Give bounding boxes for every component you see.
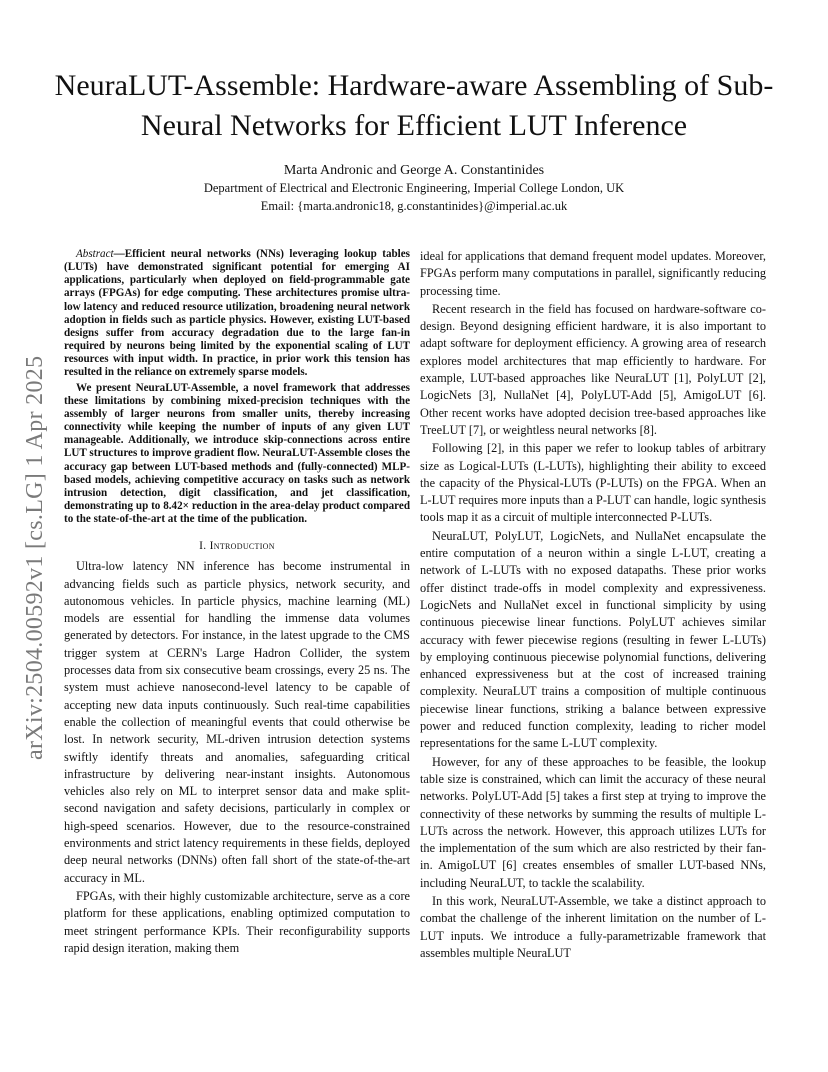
- left-column: [64, 248, 410, 958]
- section-heading-introduction: I. Introduction: [199, 540, 275, 553]
- body-paragraph-limitations: However, for any of these approaches to be feasible, the lookup table size is constrained, which can limit the accuracy of these neural networks. PolyLUT-Add [5] takes a first step at trying to improve the connectivity of these networks by summing the results of multiple L-LUTs across the network. However, this approach utilizes LUTs for the implementation of the sum which are also restricted by their fan-in. AmigoLUT [6] creates ensembles of smaller LUT-based NNs, including NeuraLUT, to tackle the scalability.: [420, 754, 766, 890]
- paper-title: NeuraLUT-Assemble: Hardware-aware Assembling of Sub-Neural Networks for Efficient LUT Inference: [54, 69, 774, 142]
- intro-paragraph-1: Ultra-low latency NN inference has become instrumental in advancing fields such as particle physics, network security, and autonomous vehicles. In particle physics, machine learning (ML) models are essential for handling the immense data volumes generated by detectors. For instance, in the latest upgrade to the CMS trigger system at CERN's Large Hadron Collider, the system processes data from six consecutive beam crossings, every 25 ns. The system must achieve nanosecond-level latency to be capable of accepting new data inputs continuously. Such real-time capabilities enable the collection of meaningful events that could otherwise be lost. In network security, ML-driven intrusion detection systems swiftly identify threats and anomalies, safeguarding critical infrastructure by delivering near-instant insights. Autonomous vehicles also rely on ML to interpret sensor data and make split-second navigation and safety decisions, particularly in complex or high-speed scenarios. However, due to the resource-constrained environments and strict latency requirements in these fields, deployed deep neural networks (DNNs) often fall short of the state-of-the-art accuracy in ML.: [64, 559, 410, 885]
- abstract-label: Abstract: [76, 248, 114, 260]
- abstract-paragraph-1: [64, 248, 410, 380]
- intro-paragraph-2: FPGAs, with their highly customizable architecture, serve as a core platform for these applications, enabling optimized computation to meet stringent performance KPIs. Their reconfigurability supports rapid design iteration, making them: [64, 888, 410, 955]
- right-column: [420, 248, 766, 963]
- abstract-paragraph-2: We present NeuraLUT-Assemble, a novel framework that addresses these limitations by combining mixed-precision techniques with the assembly of larger neurons from smaller units, thereby increasing connectivity while keeping the number of inputs of any given LUT manageable. Additionally, we introduce skip-connections across entire LUT structures to improve gradient flow. NeuraLUT-Assemble closes the accuracy gap between LUT-based methods and (fully-connected) MLP-based models, achieving competitive accuracy on tasks such as network intrusion detection, digit classification, and jet classification, demonstrating up to 8.42× reduction in the area-delay product compared to the state-of-the-art at the time of the publication.: [64, 381, 410, 526]
- body-paragraph-continued: ideal for applications that demand frequent model updates. Moreover, FPGAs perform many computations in parallel, significantly reducing processing time.: [420, 249, 766, 298]
- contact-email: Email: {marta.andronic18, g.constantinides}@imperial.ac.uk: [260, 199, 568, 213]
- body-paragraph-prior-works: NeuraLUT, PolyLUT, LogicNets, and NullaNet encapsulate the entire computation of a neuron within a single L-LUT, creating a network of L-LUTs with no exposed datapaths. These prior works offer distinct trade-offs in model complexity and expressiveness. LogicNets and NullaNet excel in functional simplicity by using continuous piecewise linear functions. PolyLUT achieves similar accuracy with fewer piecewise regions (resulting in fewer L-LUTs) by employing continuous piecewise polynomial functions, delivering enhanced expressiveness but at the cost of increased training complexity. NeuraLUT trains a composition of multiple continuous piecewise linear functions, striking a balance between expressive power and reduced function complexity, leading to richer model representations for the same L-LUT complexity.: [420, 528, 766, 751]
- body-paragraph-this-work: In this work, NeuraLUT-Assemble, we take a distinct approach to combat the challenge of the inherent limitation on the number of L-LUT inputs. We introduce a fully-parametrizable framework that assembles multiple NeuraLUT: [420, 893, 766, 960]
- body-paragraph-related-work: Recent research in the field has focused on hardware-software co-design. Beyond designing efficient hardware, it is also important to adapt software for deployment efficiency. A growing area of research explores model architectures that map efficiently to hardware. For example, LUT-based approaches like NeuraLUT [1], PolyLUT [2], LogicNets [3], NullaNet [4], PolyLUT-Add [5], AmigoLUT [6]. Other recent works have adopted decision tree-based approaches like TreeLUT [7], or weightless neural networks [8].: [420, 301, 766, 437]
- author-list: Marta Andronic and George A. Constantinides: [283, 163, 545, 178]
- arxiv-identifier: arXiv:2504.00592v1 [cs.LG] 1 Apr 2025: [22, 355, 48, 760]
- abstract-text-1: —Efficient neural networks (NNs) leveraging lookup tables (LUTs) have demonstrated significant potential for emerging AI applications, particularly when deployed on field-programmable gate arrays (FPGAs) for edge computing. These architectures promise ultra-low latency and reduced resource utilization, broadening neural network adoption in fields such as particle physics. However, existing LUT-based designs suffer from accuracy degradation due to the large fan-in required by neurons being limited by the exponential scaling of LUT resources with input width. In practice, in prior work this tension has resulted in the reliance on extremely sparse models.: [64, 248, 410, 379]
- affiliation: Department of Electrical and Electronic Engineering, Imperial College London, UK: [203, 181, 625, 195]
- body-paragraph-llut-definition: Following [2], in this paper we refer to lookup tables of arbitrary size as Logical-LUTs (L-LUTs), highlighting their ability to exceed the capacity of the Physical-LUTs (P-LUTs) on the FPGA. When an L-LUT requires more inputs than a P-LUT can handle, logic synthesis tools map it as a circuit of multiple interconnected P-LUTs.: [420, 441, 766, 525]
